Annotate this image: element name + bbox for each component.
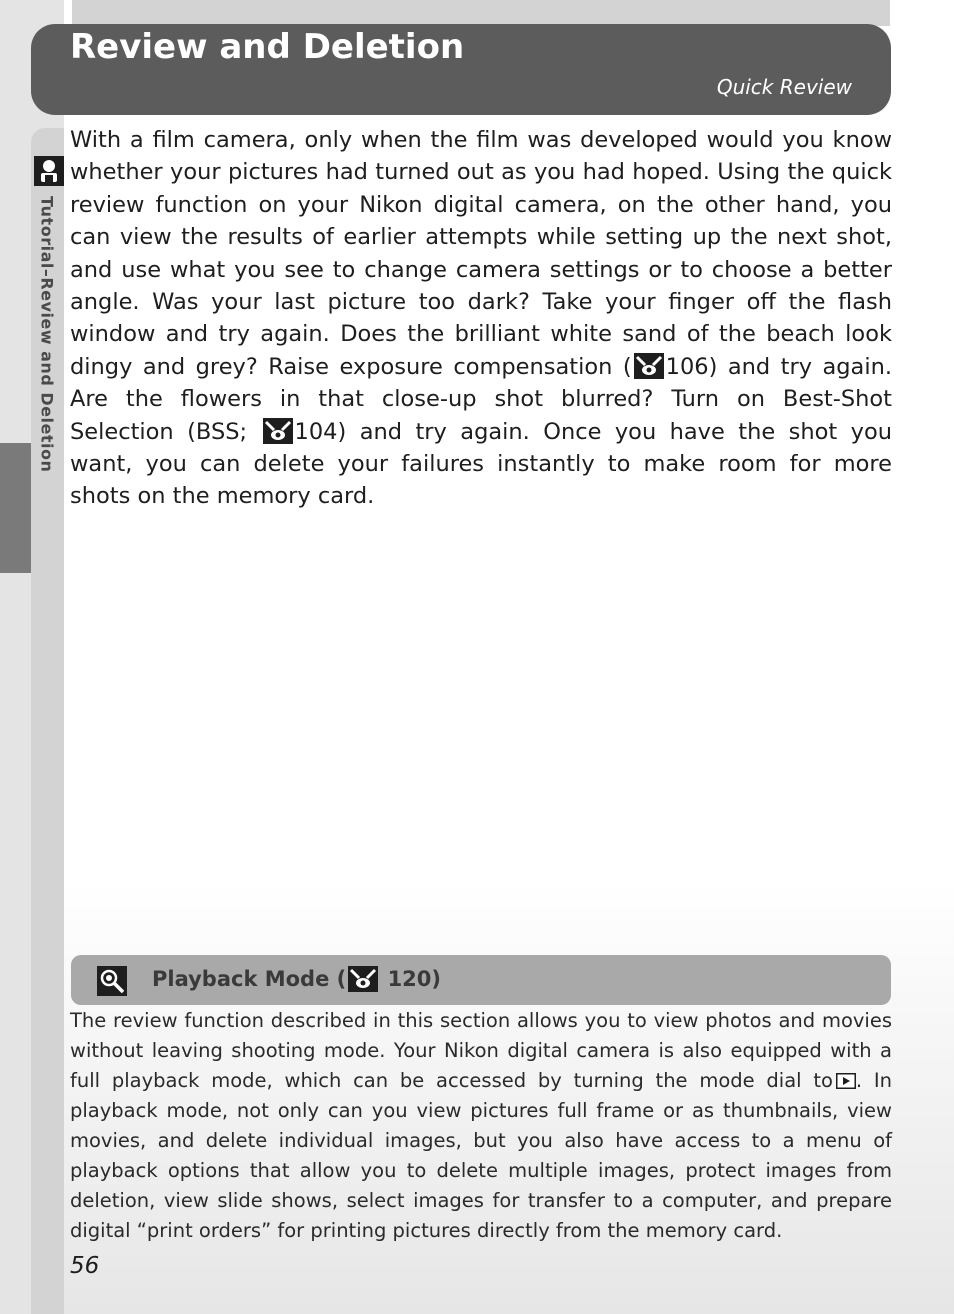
body-text-part-2: ) and try again. Are the flowers in that close-up shot blurred? Turn on Best-Shot Selection (BSS; xyxy=(70,353,892,445)
page-number: 56 xyxy=(70,1253,100,1279)
note-text-part-2: . In playback mode, not only can you view pictures full frame or as thumbnails, view movies, and delete individual images, but you also have access to a menu of playback options that allow you to delete multiple images, protect images from deletion, view slide shows, select images for transfer to a computer, and prepare digital “print orders” for printing pictures directly from the memory card. xyxy=(70,1069,892,1242)
note-title-suffix: ) xyxy=(431,967,442,991)
body-paragraph xyxy=(70,124,892,513)
reference-eye-icon xyxy=(348,966,378,992)
playback-mode-icon xyxy=(836,1073,856,1089)
section-marker-tab xyxy=(0,443,31,573)
reference-eye-icon xyxy=(634,353,664,379)
reference-page-120: 120 xyxy=(387,967,432,991)
note-title-prefix: Playback Mode ( xyxy=(152,967,347,991)
page-title: Review and Deletion xyxy=(70,27,465,67)
body-text-part-1: With a film camera, only when the film was developed would you know whether your pictures had turned out as you had hoped. Using the quick review function on your Nikon digital camera, on the other hand, you can view the results of earlier attempts while setting up the next shot, and use what you see to change camera settings or to choose a better angle. Was your last picture too dark? Take your finger off the flash window and try again. Does the brilliant white sand of the beach look dingy and grey? Raise exposure compensation ( xyxy=(70,127,892,380)
note-text-part-1: The review function described in this section allows you to view photos and movies without leaving shooting mode. Your Nikon digital camera is also equipped with a full playback mode, which can be accessed by turning the mode dial to xyxy=(70,1009,892,1092)
side-tab-label: Tutorial–Review and Deletion xyxy=(37,196,57,473)
tutorial-person-icon xyxy=(34,156,64,186)
note-title xyxy=(152,963,441,995)
reference-page-104: 104 xyxy=(294,418,338,445)
reference-eye-icon xyxy=(263,418,293,444)
note-paragraph xyxy=(70,1006,892,1246)
reference-page-106: 106 xyxy=(665,353,709,380)
top-band xyxy=(72,0,890,26)
magnifier-note-icon xyxy=(97,966,127,996)
body-text-part-3: ) and try again. Once you have the shot you want, you can delete your failures instantly to make room for more shots on the memory card. xyxy=(70,418,892,510)
page-subtitle: Quick Review xyxy=(716,75,852,99)
